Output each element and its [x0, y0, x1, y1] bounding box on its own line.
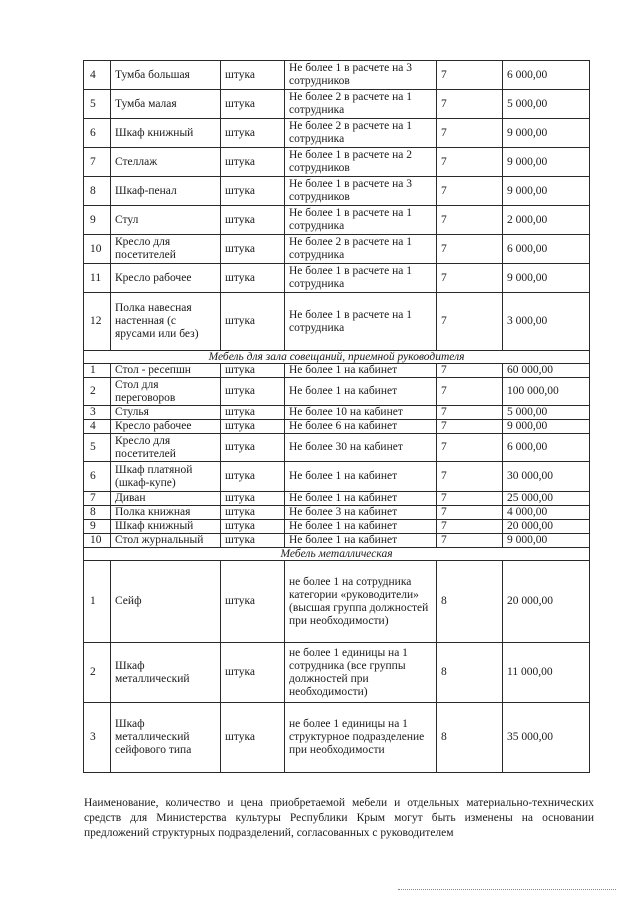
- item-term: 8: [437, 703, 503, 773]
- table-row: [84, 206, 590, 235]
- section-row: [84, 351, 590, 364]
- item-term: 7: [437, 534, 503, 548]
- item-number: 5: [84, 434, 111, 462]
- table-row: [84, 492, 590, 506]
- item-name: Тумба малая: [111, 90, 221, 119]
- item-unit: штука: [221, 534, 285, 548]
- item-name: Стол журнальный: [111, 534, 221, 548]
- item-name: Шкаф книжный: [111, 119, 221, 148]
- item-number: 9: [84, 206, 111, 235]
- item-term: 7: [437, 364, 503, 378]
- table-row: [84, 177, 590, 206]
- item-name: Полка книжная: [111, 506, 221, 520]
- item-unit: штука: [221, 61, 285, 90]
- item-number: 6: [84, 462, 111, 492]
- item-number: 8: [84, 506, 111, 520]
- note-paragraph: Наименование, количество и цена приобретаемой мебели и отдельных материально-технических средств для Министерства культуры Республики Крым могут быть изменены на основании предложений структурных подразделений, согласованных с руководителем: [84, 797, 594, 839]
- item-unit: штука: [221, 148, 285, 177]
- section-heading: Мебель металлическая: [84, 548, 590, 561]
- item-price: 6 000,00: [503, 61, 590, 90]
- item-number: 12: [84, 293, 111, 351]
- item-price: 9 000,00: [503, 534, 590, 548]
- item-number: 2: [84, 378, 111, 406]
- item-norm: Не более 1 в расчете на 3 сотрудников: [285, 177, 437, 206]
- item-norm: Не более 1 в расчете на 1 сотрудника: [285, 264, 437, 293]
- table-row: [84, 293, 590, 351]
- item-name: Кресло рабочее: [111, 264, 221, 293]
- item-price: 20 000,00: [503, 561, 590, 643]
- item-term: 7: [437, 235, 503, 264]
- item-price: 6 000,00: [503, 235, 590, 264]
- item-term: 7: [437, 206, 503, 235]
- item-number: 3: [84, 406, 111, 420]
- item-number: 10: [84, 235, 111, 264]
- item-term: 7: [437, 420, 503, 434]
- footer-rule: [398, 889, 616, 890]
- item-price: 9 000,00: [503, 420, 590, 434]
- item-price: 11 000,00: [503, 643, 590, 703]
- item-number: 1: [84, 561, 111, 643]
- item-unit: штука: [221, 90, 285, 119]
- item-norm: Не более 10 на кабинет: [285, 406, 437, 420]
- item-name: Тумба большая: [111, 61, 221, 90]
- table-row: [84, 434, 590, 462]
- item-norm: Не более 1 на кабинет: [285, 378, 437, 406]
- item-number: 2: [84, 643, 111, 703]
- item-name: Кресло для посетителей: [111, 434, 221, 462]
- section-row: [84, 548, 590, 561]
- item-price: 3 000,00: [503, 293, 590, 351]
- item-name: Стеллаж: [111, 148, 221, 177]
- item-unit: штука: [221, 462, 285, 492]
- table-row: [84, 378, 590, 406]
- table-row: [84, 520, 590, 534]
- item-price: 30 000,00: [503, 462, 590, 492]
- item-price: 20 000,00: [503, 520, 590, 534]
- item-norm: Не более 2 в расчете на 1 сотрудника: [285, 119, 437, 148]
- table-row: [84, 90, 590, 119]
- item-norm: Не более 1 в расчете на 1 сотрудника: [285, 206, 437, 235]
- item-number: 7: [84, 492, 111, 506]
- item-unit: штука: [221, 643, 285, 703]
- furniture-norms-table: [83, 60, 590, 773]
- item-name: Шкаф книжный: [111, 520, 221, 534]
- item-unit: штука: [221, 506, 285, 520]
- item-number: 7: [84, 148, 111, 177]
- item-norm: Не более 1 на кабинет: [285, 492, 437, 506]
- item-norm: не более 1 единицы на 1 структурное подразделение при необходимости: [285, 703, 437, 773]
- item-price: 35 000,00: [503, 703, 590, 773]
- item-unit: штука: [221, 364, 285, 378]
- item-number: 9: [84, 520, 111, 534]
- item-name: Кресло для посетителей: [111, 235, 221, 264]
- item-unit: штука: [221, 703, 285, 773]
- item-norm: не более 1 на сотрудника категории «руководители» (высшая группа должностей при необходимости): [285, 561, 437, 643]
- item-price: 5 000,00: [503, 406, 590, 420]
- item-norm: Не более 2 в расчете на 1 сотрудника: [285, 90, 437, 119]
- item-name: Полка навесная настенная (с ярусами или без): [111, 293, 221, 351]
- item-unit: штука: [221, 520, 285, 534]
- item-unit: штука: [221, 378, 285, 406]
- item-name: Диван: [111, 492, 221, 506]
- item-name: Шкаф металлический: [111, 643, 221, 703]
- table-row: [84, 364, 590, 378]
- item-price: 2 000,00: [503, 206, 590, 235]
- table-row: [84, 235, 590, 264]
- item-name: Стулья: [111, 406, 221, 420]
- item-price: 9 000,00: [503, 264, 590, 293]
- item-term: 7: [437, 90, 503, 119]
- item-term: 8: [437, 643, 503, 703]
- item-term: 7: [437, 293, 503, 351]
- item-norm: Не более 1 на кабинет: [285, 462, 437, 492]
- item-norm: Не более 1 на кабинет: [285, 534, 437, 548]
- item-norm: Не более 1 на кабинет: [285, 364, 437, 378]
- item-unit: штука: [221, 434, 285, 462]
- item-name: Стол для переговоров: [111, 378, 221, 406]
- item-number: 10: [84, 534, 111, 548]
- item-term: 7: [437, 406, 503, 420]
- item-number: 4: [84, 420, 111, 434]
- item-name: Шкаф металлический сейфового типа: [111, 703, 221, 773]
- item-number: 5: [84, 90, 111, 119]
- item-unit: штука: [221, 420, 285, 434]
- item-norm: Не более 30 на кабинет: [285, 434, 437, 462]
- table-row: [84, 703, 590, 773]
- item-name: Шкаф-пенал: [111, 177, 221, 206]
- item-norm: Не более 1 в расчете на 3 сотрудников: [285, 61, 437, 90]
- table-row: [84, 534, 590, 548]
- item-term: 7: [437, 520, 503, 534]
- item-name: Сейф: [111, 561, 221, 643]
- item-term: 7: [437, 434, 503, 462]
- item-norm: Не более 1 в расчете на 1 сотрудника: [285, 293, 437, 351]
- item-unit: штука: [221, 264, 285, 293]
- item-price: 9 000,00: [503, 119, 590, 148]
- item-unit: штука: [221, 177, 285, 206]
- item-norm: не более 1 единицы на 1 сотрудника (все группы должностей при необходимости): [285, 643, 437, 703]
- item-term: 7: [437, 506, 503, 520]
- item-norm: Не более 1 в расчете на 2 сотрудников: [285, 148, 437, 177]
- item-term: 7: [437, 492, 503, 506]
- table-row: [84, 119, 590, 148]
- item-term: 8: [437, 561, 503, 643]
- item-number: 8: [84, 177, 111, 206]
- table-row: [84, 264, 590, 293]
- item-price: 9 000,00: [503, 148, 590, 177]
- item-name: Стол - ресепшн: [111, 364, 221, 378]
- item-price: 100 000,00: [503, 378, 590, 406]
- table-row: [84, 406, 590, 420]
- item-unit: штука: [221, 235, 285, 264]
- item-price: 6 000,00: [503, 434, 590, 462]
- item-number: 6: [84, 119, 111, 148]
- item-price: 5 000,00: [503, 90, 590, 119]
- item-name: Кресло рабочее: [111, 420, 221, 434]
- item-term: 7: [437, 148, 503, 177]
- item-unit: штука: [221, 406, 285, 420]
- item-price: 4 000,00: [503, 506, 590, 520]
- item-unit: штука: [221, 492, 285, 506]
- item-unit: штука: [221, 119, 285, 148]
- item-norm: Не более 6 на кабинет: [285, 420, 437, 434]
- item-number: 11: [84, 264, 111, 293]
- item-price: 60 000,00: [503, 364, 590, 378]
- item-name: Шкаф платяной (шкаф-купе): [111, 462, 221, 492]
- item-term: 7: [437, 177, 503, 206]
- item-number: 3: [84, 703, 111, 773]
- item-term: 7: [437, 119, 503, 148]
- item-term: 7: [437, 378, 503, 406]
- table-row: [84, 506, 590, 520]
- item-price: 25 000,00: [503, 492, 590, 506]
- table-row: [84, 462, 590, 492]
- table-row: [84, 643, 590, 703]
- item-price: 9 000,00: [503, 177, 590, 206]
- item-unit: штука: [221, 206, 285, 235]
- item-name: Стул: [111, 206, 221, 235]
- item-term: 7: [437, 61, 503, 90]
- item-norm: Не более 2 в расчете на 1 сотрудника: [285, 235, 437, 264]
- item-norm: Не более 3 на кабинет: [285, 506, 437, 520]
- item-unit: штука: [221, 293, 285, 351]
- section-heading: Мебель для зала совещаний, приемной руководителя: [84, 351, 590, 364]
- table-row: [84, 561, 590, 643]
- table-row: [84, 61, 590, 90]
- item-number: 4: [84, 61, 111, 90]
- item-norm: Не более 1 на кабинет: [285, 520, 437, 534]
- table-row: [84, 148, 590, 177]
- item-number: 1: [84, 364, 111, 378]
- item-unit: штука: [221, 561, 285, 643]
- item-term: 7: [437, 462, 503, 492]
- item-term: 7: [437, 264, 503, 293]
- table-row: [84, 420, 590, 434]
